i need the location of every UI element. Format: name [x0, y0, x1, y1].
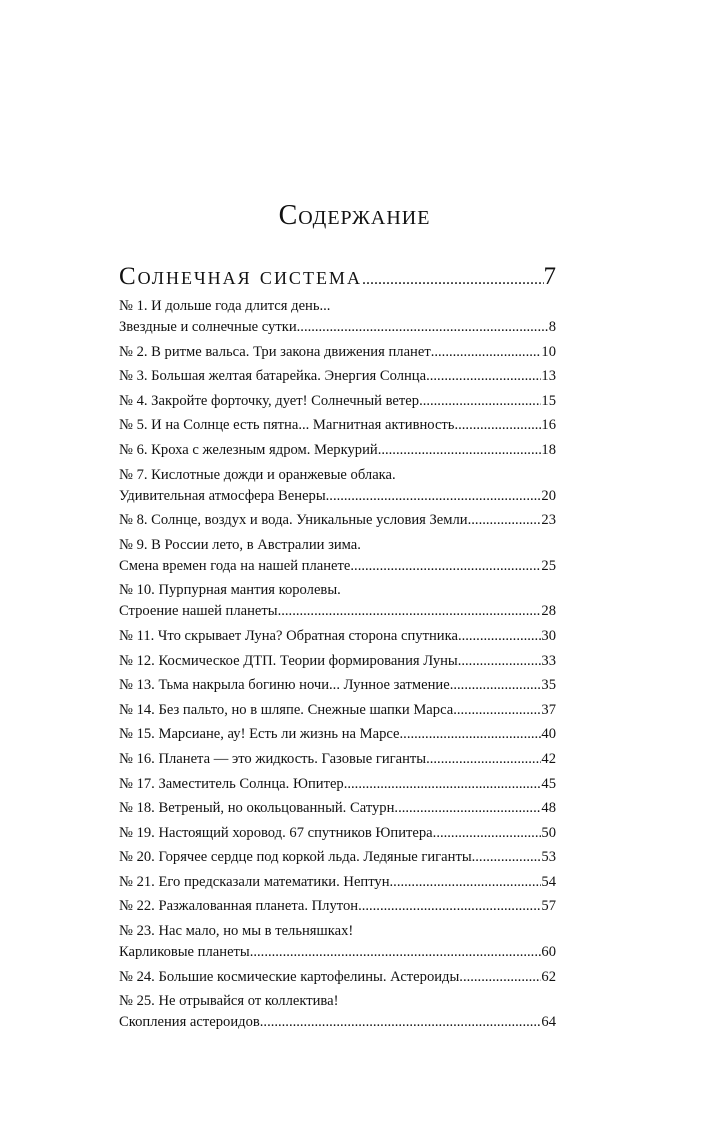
toc-entry-page-number: 18 [541, 441, 556, 458]
toc-entry-line [119, 556, 556, 577]
toc-entry-page-number: 35 [541, 677, 556, 694]
toc-entry[interactable] [119, 896, 556, 917]
toc-entry-title: № 6. Кроха с железным ядром. Меркурий [119, 441, 378, 458]
leader-dots [250, 942, 542, 963]
toc-entry[interactable] [119, 724, 556, 745]
leader-dots [260, 1012, 542, 1033]
section-heading[interactable] [119, 262, 556, 295]
toc-entry-page-number: 15 [541, 392, 556, 409]
leader-dots [362, 265, 544, 295]
toc-entry-line [119, 366, 556, 387]
toc-entry-line [119, 896, 556, 917]
toc-entry[interactable] [119, 921, 556, 963]
leader-dots [458, 651, 542, 672]
toc-entries [119, 296, 556, 1033]
leader-dots [297, 317, 549, 338]
toc-entry-title: № 20. Горячее сердце под коркой льда. Ледяные гиганты [119, 849, 472, 866]
leader-dots [394, 798, 541, 819]
toc-entry[interactable] [119, 415, 556, 436]
toc-entry-line [119, 774, 556, 795]
leader-dots [468, 510, 542, 531]
toc-entry-line [119, 675, 556, 696]
toc-entry-title: Звездные и солнечные сутки [119, 319, 297, 335]
toc-entry[interactable] [119, 967, 556, 988]
toc-entry-title: № 24. Большие космические картофелины. Астероиды [119, 968, 460, 985]
toc-entry-title: Строение нашей планеты [119, 603, 278, 620]
toc-entry[interactable] [119, 440, 556, 461]
toc-entry-title: № 12. Космическое ДТП. Теории формирования Луны [119, 652, 458, 669]
leader-dots [400, 724, 542, 745]
toc-entry-page-number: 54 [541, 873, 556, 890]
leader-dots [459, 967, 541, 988]
page-title: Содержание [278, 200, 431, 231]
toc-entry-page-number: 16 [541, 417, 556, 434]
toc-entry-line [119, 342, 556, 363]
toc-entry-page-number: 62 [541, 968, 556, 985]
leader-dots [433, 823, 542, 844]
leader-dots [431, 342, 542, 363]
toc-entry-line [119, 847, 556, 868]
toc-entry-title: № 21. Его предсказали математики. Нептун [119, 873, 390, 890]
toc-entry-line [119, 415, 556, 436]
table-of-contents [119, 262, 556, 1037]
toc-entry-line [119, 1012, 556, 1033]
toc-entry-title-line: № 10. Пурпурная мантия королевы. [119, 582, 341, 599]
toc-entry-page-number: 13 [541, 368, 556, 385]
toc-entry-page-number: 45 [541, 775, 556, 792]
leader-dots [419, 391, 541, 412]
toc-entry-page-number: 48 [541, 800, 556, 817]
toc-entry-page-number: 28 [541, 603, 556, 620]
leader-dots [390, 872, 542, 893]
toc-entry-line [119, 749, 556, 770]
leader-dots [378, 440, 542, 461]
toc-entry-page-number: 42 [541, 750, 556, 767]
toc-entry[interactable] [119, 580, 556, 622]
toc-entry-title: № 18. Ветреный, но окольцованный. Сатурн [119, 800, 395, 817]
toc-entry-line [119, 872, 556, 893]
toc-entry-line [119, 626, 556, 647]
toc-entry-title-line: № 1. И дольше года длится день... [119, 298, 331, 314]
toc-entry-title: № 13. Тьма накрыла богиню ночи... Лунное затмение [119, 677, 450, 694]
toc-entry-line [119, 942, 556, 963]
toc-entry[interactable] [119, 535, 556, 577]
toc-entry-line [119, 700, 556, 721]
leader-dots [472, 847, 542, 868]
toc-entry[interactable] [119, 651, 556, 672]
toc-entry-line [119, 510, 556, 531]
leader-dots [344, 774, 542, 795]
toc-entry-title-line: № 7. Кислотные дожди и оранжевые облака. [119, 466, 396, 483]
toc-entry-title: № 8. Солнце, воздух и вода. Уникальные условия Земли [119, 512, 468, 529]
toc-entry[interactable] [119, 991, 556, 1033]
toc-entry-title: № 15. Марсиане, ау! Есть ли жизнь на Марсе [119, 726, 400, 743]
toc-entry[interactable] [119, 465, 556, 507]
leader-dots [358, 896, 541, 917]
toc-entry[interactable] [119, 847, 556, 868]
toc-entry[interactable] [119, 626, 556, 647]
toc-entry-title-line: № 9. В России лето, в Австралии зима. [119, 536, 361, 553]
toc-entry[interactable] [119, 296, 556, 338]
toc-entry-line [119, 967, 556, 988]
leader-dots [450, 675, 542, 696]
toc-entry-page-number: 57 [541, 898, 556, 915]
toc-entry[interactable] [119, 391, 556, 412]
leader-dots [454, 415, 541, 436]
toc-entry[interactable] [119, 700, 556, 721]
toc-entry-title: Скопления астероидов [119, 1014, 260, 1031]
toc-entry[interactable] [119, 366, 556, 387]
toc-entry[interactable] [119, 872, 556, 893]
toc-entry-line [119, 391, 556, 412]
leader-dots [426, 749, 541, 770]
toc-entry[interactable] [119, 342, 556, 363]
toc-entry-title: № 5. И на Солнце есть пятна... Магнитная активность [119, 417, 455, 434]
toc-entry-title: Карликовые планеты [119, 944, 250, 961]
toc-entry[interactable] [119, 774, 556, 795]
toc-entry-page-number: 10 [541, 343, 556, 360]
leader-dots [453, 700, 541, 721]
toc-entry-page-number: 40 [541, 726, 556, 743]
toc-entry-title: № 22. Разжалованная планета. Плутон [119, 898, 359, 915]
leader-dots [326, 486, 542, 507]
leader-dots [278, 601, 542, 622]
toc-entry[interactable] [119, 749, 556, 770]
toc-entry-line [119, 486, 556, 507]
toc-entry-line [119, 651, 556, 672]
toc-entry[interactable] [119, 823, 556, 844]
toc-entry-title: № 19. Настоящий хоровод. 67 спутников Юпитера [119, 824, 433, 841]
toc-entry-line [119, 440, 556, 461]
toc-entry-page-number: 30 [541, 627, 556, 644]
toc-entry[interactable] [119, 675, 556, 696]
toc-entry-line [119, 317, 556, 338]
section-page-number: 7 [543, 263, 556, 290]
toc-entry-title: № 4. Закройте форточку, дует! Солнечный ветер [119, 392, 420, 409]
toc-entry-page-number: 25 [541, 557, 556, 574]
toc-entry-page-number: 33 [541, 652, 556, 669]
toc-entry-title: № 14. Без пальто, но в шляпе. Снежные шапки Марса [119, 701, 454, 718]
toc-entry-page-number: 53 [541, 849, 556, 866]
toc-entry-page-number: 64 [541, 1014, 556, 1031]
toc-entry-line [119, 724, 556, 745]
toc-entry-title: Удивительная атмосфера Венеры [119, 487, 326, 504]
toc-entry-line [119, 823, 556, 844]
toc-entry-page-number: 60 [541, 944, 556, 961]
toc-entry-page-number: 20 [541, 487, 556, 504]
toc-entry-title-line: № 23. Нас мало, но мы в тельняшках! [119, 923, 354, 940]
toc-entry-title: № 16. Планета — это жидкость. Газовые гиганты [119, 750, 427, 767]
toc-entry-page-number: 50 [541, 824, 556, 841]
toc-entry-title: № 17. Заместитель Солнца. Юпитер [119, 775, 344, 792]
toc-entry-title: № 3. Большая желтая батарейка. Энергия Солнца [119, 368, 427, 385]
toc-entry-line [119, 798, 556, 819]
toc-entry-page-number: 23 [541, 512, 556, 529]
toc-entry-title: Смена времен года на нашей планете [119, 557, 351, 574]
toc-entry[interactable] [119, 798, 556, 819]
toc-entry-title: № 11. Что скрывает Луна? Обратная сторона спутника [119, 627, 458, 644]
toc-entry[interactable] [119, 510, 556, 531]
leader-dots [426, 366, 541, 387]
leader-dots [350, 556, 541, 577]
section-title: Солнечная система [119, 263, 362, 290]
leader-dots [458, 626, 541, 647]
toc-entry-page-number: 8 [548, 319, 556, 335]
toc-entry-title: № 2. В ритме вальса. Три закона движения планет [119, 343, 431, 360]
toc-entry-line [119, 601, 556, 622]
toc-entry-title-line: № 25. Не отрывайся от коллектива! [119, 993, 339, 1010]
toc-entry-page-number: 37 [541, 701, 556, 718]
